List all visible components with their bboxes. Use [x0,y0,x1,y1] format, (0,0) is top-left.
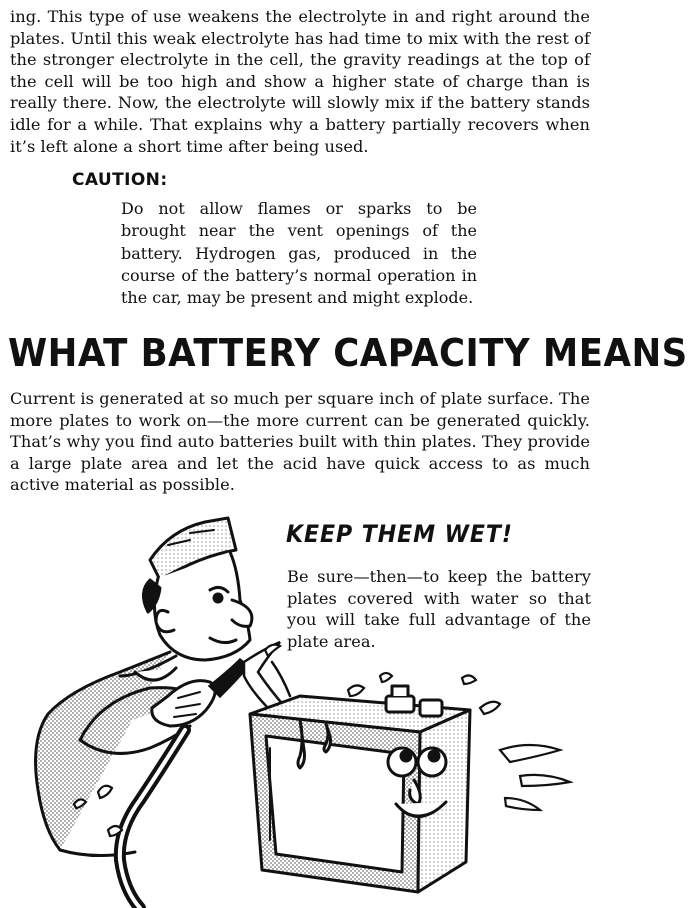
body-paragraph-electrolyte: ing. This type of use weakens the electrolyte in and right around the plates. Until this weak electrolyte has had time to mix with the rest of the stronger electrolyte in the cell, the gravity readings at the top of the cell will be too high and show a higher state of charge than is really there. Now, the electrolyte will slowly mix if the battery stands idle for a while. That explains why a battery partially recovers when it’s left alone a short time after being used. [10,7,590,156]
sidebar-text: Be sure—then—to keep the battery plates covered with water so that you will take full advantage of the plate area. [287,567,591,651]
body-paragraph-capacity: Current is generated at so much per square inch of plate surface. The more plates to work on—the more current can be generated quickly. That’s why you find auto batteries built with thin plates. They provide a large plate area and let the acid have quick access to as much active material as possible. [10,389,590,495]
mechanic-battery-illustration [0,500,600,908]
battery-character [250,686,470,892]
caution-label: CAUTION: [72,170,168,190]
caution-text: Do not allow flames or sparks to be brought near the vent openings of the battery. Hydrogen gas, produced in the course of the battery’s normal operation in the car, may be present and might explode. [121,199,477,308]
section-headline: WHAT BATTERY CAPACITY MEANS [8,331,688,375]
sidebar-headline: KEEP THEM WET! [286,520,513,548]
